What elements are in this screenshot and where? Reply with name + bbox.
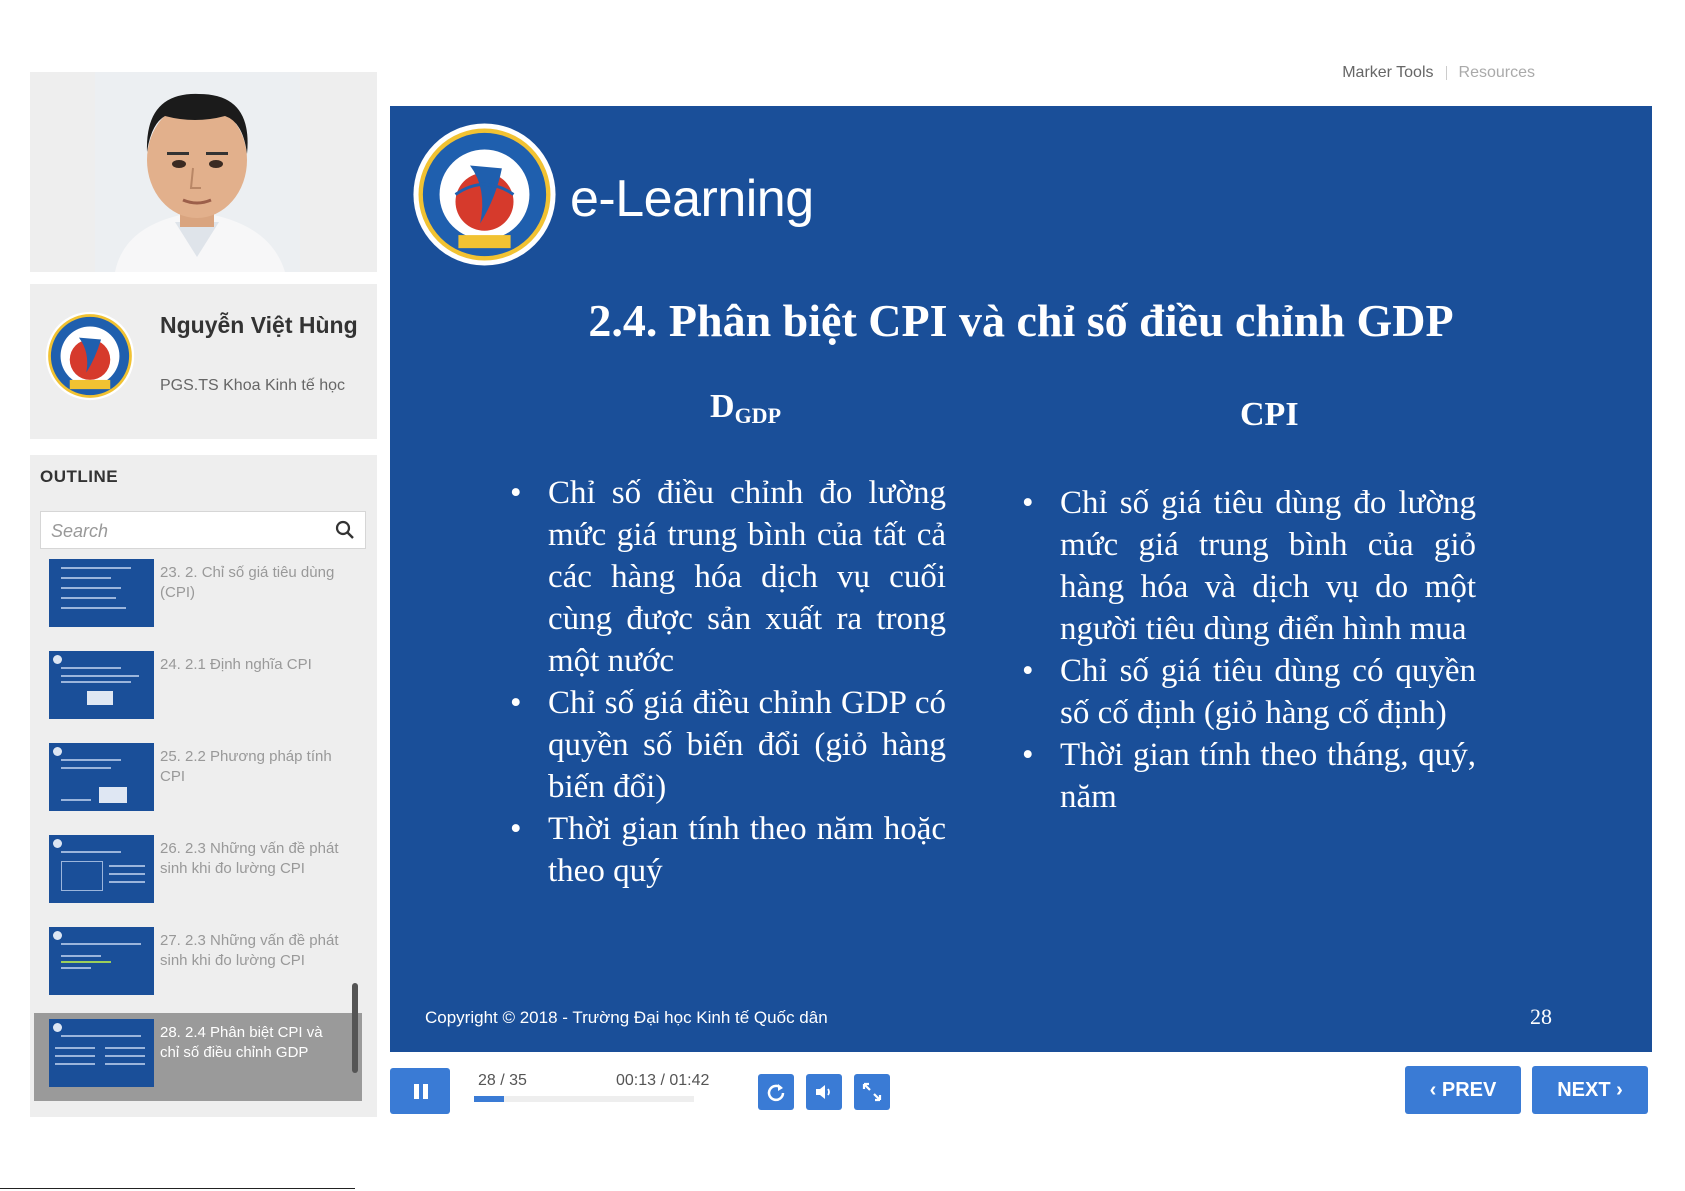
- bullet-item: • Chỉ số điều chỉnh đo lường mức giá trung bình của tất cả các hàng hóa dịch vụ cuối cùng được sản xuất ra trong một nước: [510, 472, 946, 682]
- slide-thumbnail: [49, 927, 154, 995]
- slide-thumbnail: [49, 743, 154, 811]
- dgdp-bullets: [510, 472, 946, 892]
- copyright-text: Copyright © 2018 - Trường Đại học Kinh tế Quốc dân: [425, 1008, 828, 1027]
- bullet-item: • Thời gian tính theo năm hoặc theo quý: [510, 808, 946, 892]
- outline-item-label: 23. 2. Chỉ số giá tiêu dùng (CPI): [160, 564, 335, 601]
- search-icon[interactable]: [335, 520, 355, 540]
- pause-icon: [414, 1084, 419, 1099]
- outline-item-label: 28. 2.4 Phân biệt CPI và chỉ số điều chỉnh GDP: [160, 1024, 323, 1061]
- slide-thumbnail: [49, 651, 154, 719]
- fullscreen-icon: [862, 1082, 882, 1102]
- presenter-photo: [30, 72, 377, 272]
- brand-text: e-Learning: [570, 170, 814, 228]
- slide-title: 2.4. Phân biệt CPI và chỉ số điều chỉnh GDP: [588, 295, 1454, 346]
- slide-page-number: 28: [1530, 1004, 1552, 1029]
- outline-item-28[interactable]: [34, 1013, 362, 1101]
- slide-counter: 28 / 35: [478, 1072, 527, 1089]
- outline-item-26[interactable]: [34, 829, 362, 917]
- slide-thumbnail: [49, 559, 154, 627]
- outline-item-27[interactable]: [34, 921, 362, 1009]
- university-logo: [412, 122, 557, 267]
- outline-item-25[interactable]: [34, 737, 362, 825]
- top-nav: [1342, 64, 1535, 82]
- person-portrait-image: [95, 72, 300, 272]
- bullet-item: • Chỉ số giá tiêu dùng đo lường mức giá trung bình của giỏ hàng hóa và dịch vụ do một người tiêu dùng điển hình mua: [1022, 482, 1476, 650]
- outline-item-label: 25. 2.2 Phương pháp tính CPI: [160, 748, 332, 785]
- prev-button[interactable]: ‹ PREV: [1405, 1066, 1521, 1114]
- slide-canvas: [390, 106, 1652, 1052]
- search-input[interactable]: [49, 512, 323, 550]
- sidebar: [30, 72, 377, 1117]
- presenter-card: [30, 284, 377, 439]
- outline-item-label: 27. 2.3 Những vấn đề phát sinh khi đo lường CPI: [160, 932, 339, 969]
- resources-link[interactable]: Resources: [1458, 64, 1535, 81]
- volume-icon: [814, 1082, 834, 1102]
- outline-item-24[interactable]: [34, 645, 362, 733]
- fullscreen-button[interactable]: [854, 1074, 890, 1110]
- slide-thumbnail: [49, 835, 154, 903]
- column-heading-dgdp: [710, 388, 781, 429]
- dgdp-sub: GDP: [734, 403, 782, 428]
- replay-icon: [766, 1082, 786, 1102]
- progress-bar[interactable]: [474, 1096, 694, 1102]
- pause-button[interactable]: [390, 1068, 450, 1114]
- outline-item-label: 26. 2.3 Những vấn đề phát sinh khi đo lường CPI: [160, 840, 339, 877]
- time-display: 00:13 / 01:42: [616, 1072, 710, 1089]
- bullet-item: • Chỉ số giá tiêu dùng có quyền số cố định (giỏ hàng cố định): [1022, 650, 1476, 734]
- outline-heading: OUTLINE: [40, 467, 119, 486]
- marker-tools-link[interactable]: Marker Tools: [1342, 64, 1434, 81]
- pause-icon-bar: [423, 1084, 428, 1099]
- outline-panel: [30, 455, 377, 1117]
- outline-search: [40, 511, 366, 549]
- presenter-portrait: [95, 72, 300, 272]
- bullet-item: • Thời gian tính theo tháng, quý, năm: [1022, 734, 1476, 818]
- slide-thumbnail: [49, 1019, 154, 1087]
- player-controls: [390, 1062, 1652, 1114]
- dgdp-main: D: [710, 388, 735, 425]
- presenter-title: PGS.TS Khoa Kinh tế học: [160, 377, 345, 394]
- replay-button[interactable]: [758, 1074, 794, 1110]
- column-heading-cpi: CPI: [1240, 396, 1299, 433]
- outline-item-label: 24. 2.1 Định nghĩa CPI: [160, 656, 312, 673]
- volume-button[interactable]: [806, 1074, 842, 1110]
- cpi-bullets: [1022, 482, 1476, 818]
- outline-scrollbar[interactable]: [352, 983, 358, 1073]
- bullet-item: • Chỉ số giá điều chỉnh GDP có quyền số biến đổi (giỏ hàng biến đổi): [510, 682, 946, 808]
- next-button[interactable]: NEXT ›: [1532, 1066, 1648, 1114]
- nav-divider: [1446, 66, 1447, 80]
- presenter-name: Nguyễn Việt Hùng: [160, 312, 358, 338]
- university-logo: [44, 310, 136, 402]
- footer-divider: [0, 1188, 355, 1189]
- outline-list: [30, 563, 377, 1117]
- progress-fill: [474, 1096, 504, 1102]
- outline-item-23[interactable]: [34, 553, 362, 641]
